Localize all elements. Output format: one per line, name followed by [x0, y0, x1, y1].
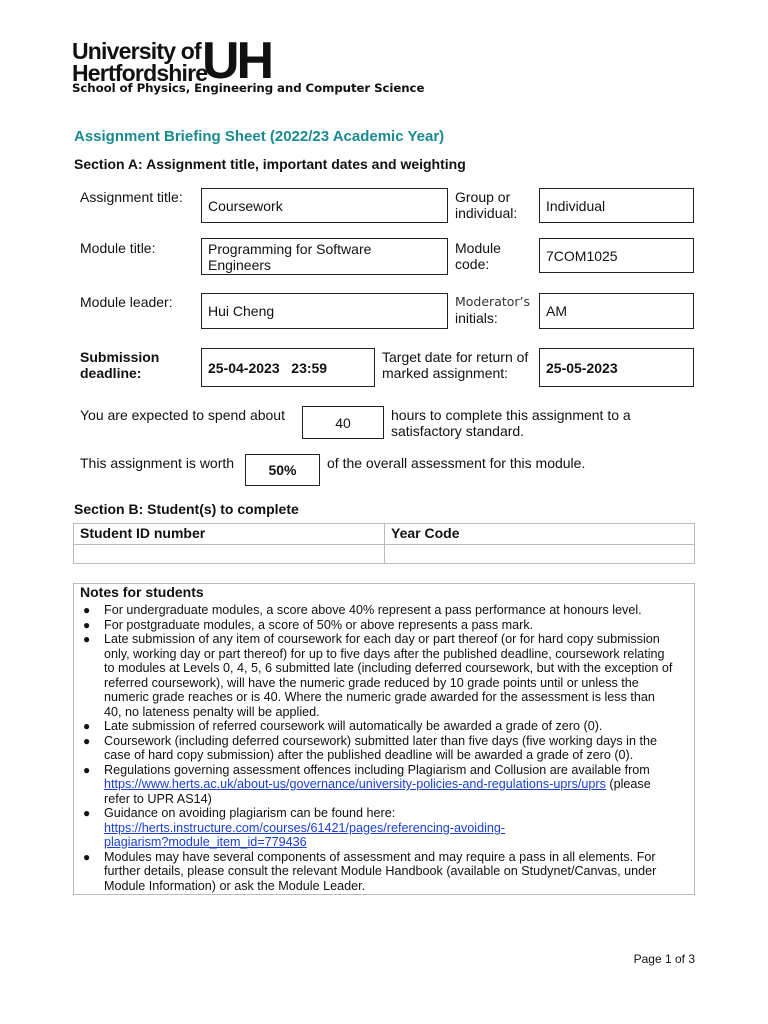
list-item: ● Coursework (including deferred coursework) submitted later than five days (five working days in the case of hard copy submission) after the published deadline will be awarded a grade of zero (0). [83, 733, 657, 762]
section-a-heading: Section A: Assignment title, important dates and weighting [74, 156, 466, 172]
list-item: ● Guidance on avoiding plagiarism can be found here: https://herts.instructure.com/courses/61421/pages/referencing-avoiding- plagiarism?module_item_id=779436 [74, 806, 692, 850]
module-leader-label: Module leader: [80, 294, 173, 310]
group-field [539, 188, 694, 223]
sheet-title: Assignment Briefing Sheet (2022/23 Academic Year) [74, 128, 445, 145]
assignment-title-label: Assignment title: [80, 189, 183, 205]
notes-list [74, 603, 692, 893]
deadline-label: Submission deadline: [80, 349, 160, 381]
return-date-field [539, 348, 694, 387]
university-logo-mark: UH [202, 32, 272, 90]
year-code-header: Year Code [385, 524, 694, 545]
assignment-title-value: Coursework [208, 197, 283, 214]
list-item: ● Regulations governing assessment offences including Plagiarism and Collusion are available from https://www.herts.ac.uk/about-us/governance/university-policies-and-regulations-uprs/uprs (please refer to UPR AS14) [83, 762, 651, 806]
module-title-label: Module title: [80, 240, 156, 256]
student-table [73, 523, 695, 564]
deadline-field [201, 348, 375, 387]
moderator-value: AM [546, 303, 567, 319]
moderator-label: Moderator’s initials: [455, 294, 531, 326]
student-id-input[interactable] [74, 545, 385, 563]
notes-heading: Notes for students [80, 584, 204, 600]
notes-box [73, 583, 695, 895]
student-id-header: Student ID number [74, 524, 385, 545]
uprs-link[interactable]: https://www.herts.ac.uk/about-us/governance/university-policies-and-regulations-uprs/uprs [104, 777, 606, 791]
group-value: Individual [546, 197, 606, 214]
year-code-input[interactable] [385, 545, 694, 563]
list-item: ● Late submission of referred coursework will automatically be awarded a grade of zero (0). [83, 719, 603, 733]
school-name: School of Physics, Engineering and Computer Science [72, 81, 425, 95]
worth-suffix: of the overall assessment for this module. [327, 455, 586, 471]
module-code-field [539, 238, 694, 273]
module-title-line-2: Engineers [208, 257, 272, 273]
module-leader-value: Hui Cheng [208, 303, 275, 319]
module-leader-field [201, 293, 448, 329]
plagiarism-link-line-1[interactable]: https://herts.instructure.com/courses/61421/pages/referencing-avoiding- [104, 820, 506, 835]
moderator-field [539, 293, 694, 329]
hours-field [302, 406, 384, 439]
deadline-value: 25-04-2023 23:59 [208, 359, 328, 376]
section-b-heading: Section B: Student(s) to complete [74, 501, 299, 517]
module-title-field [201, 238, 448, 275]
hours-prefix: You are expected to spend about [80, 407, 285, 423]
module-code-value: 7COM1025 [546, 247, 618, 264]
hours-value: 40 [335, 414, 351, 431]
logo-line-2: Hertfordshire [72, 60, 208, 86]
worth-field [245, 454, 320, 486]
module-title-line-1: Programming for Software [208, 241, 372, 257]
list-item: ● Modules may have several components of assessment and may require a pass in all elements. For further details, please consult the relevant Module Handbook (available on Studynet/Canvas, under Module Information) or ask the Module Leader. [83, 849, 657, 893]
list-item: ● Late submission of any item of coursework for each day or part thereof (or for hard copy submission only, working day or part thereof) for up to five days after the published deadline, coursework relating to modules at Levels 0, 4, 5, 6 submitted late (including deferred coursework, but with the exception of referred coursework), will have the numeric grade reduced by 10 grade points until or unless the numeric grade reaches or is 40. Where the numeric grade awarded for the assessment is less than 40, no lateness penalty will be applied. [83, 632, 673, 719]
return-date-value: 25-05-2023 [546, 359, 618, 376]
return-date-label: Target date for return of marked assignment: [382, 349, 529, 381]
module-code-label: Module code: [455, 240, 501, 272]
plagiarism-link-line-2[interactable]: plagiarism?module_item_id=779436 [104, 835, 307, 849]
university-logo-text [72, 40, 207, 84]
page-number: Page 1 of 3 [633, 952, 695, 966]
assignment-title-field [201, 188, 448, 223]
logo-line-1: University of [72, 38, 201, 64]
group-label: Group or individual: [455, 189, 518, 221]
worth-value: 50% [268, 462, 297, 478]
hours-suffix: hours to complete this assignment to a satisfactory standard. [391, 407, 631, 439]
list-item: ● For postgraduate modules, a score of 50% or above represents a pass mark. [83, 617, 534, 632]
worth-prefix: This assignment is worth [80, 455, 235, 471]
list-item: ● For undergraduate modules, a score above 40% represent a pass performance at honours level. [83, 603, 642, 617]
